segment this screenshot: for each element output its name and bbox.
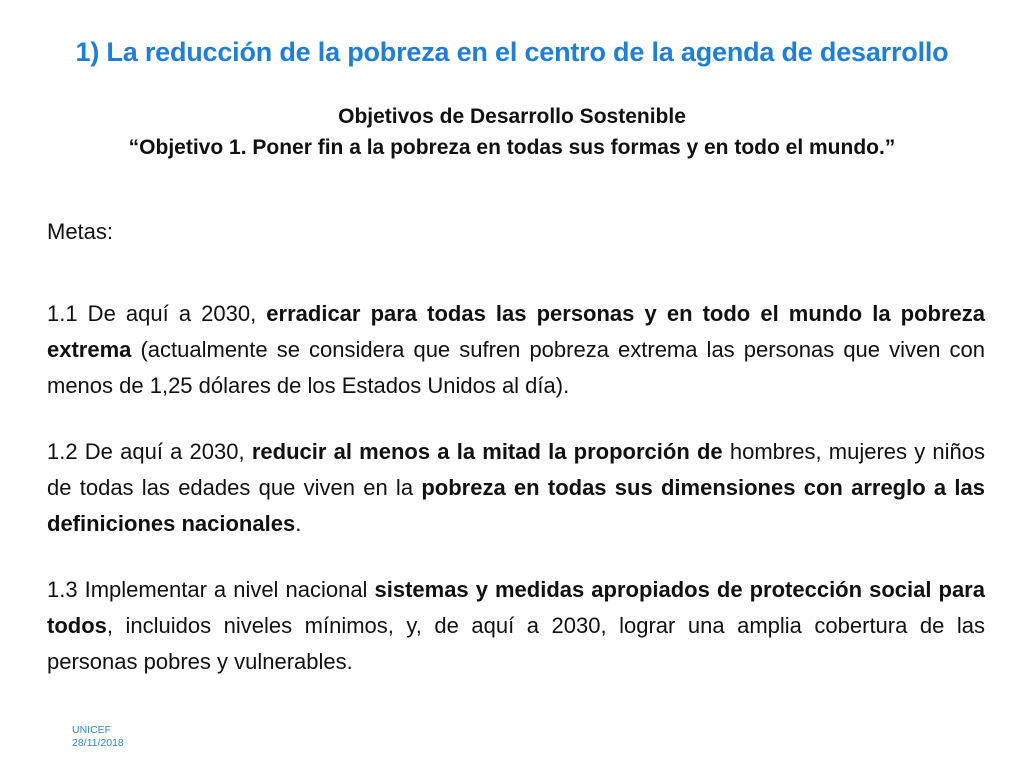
target-1-2-paragraph [47, 434, 985, 542]
target-1-2-emphasis: reducir al menos a la mitad la proporción de [251, 439, 723, 464]
footer [72, 724, 124, 750]
sdg-heading: Objetivos de Desarrollo Sostenible [338, 105, 686, 128]
target-1-3-text: 1.3 Implementar a nivel nacional [47, 577, 375, 602]
target-1-2-emphasis: pobreza en todas sus dimensiones con arreglo a las definiciones nacionales [47, 475, 985, 536]
footer-org: UNICEF [72, 724, 112, 736]
target-1-1-text: 1.1 De aquí a 2030, [47, 301, 267, 326]
target-1-2-text: hombres, mujeres y niños de todas las edades que viven en la [47, 439, 986, 500]
slide-title: 1) La reducción de la pobreza en el centro de la agenda de desarrollo [75, 37, 949, 67]
subtitle-block [20, 101, 1004, 163]
metas-label: Metas: [47, 219, 114, 244]
target-1-3-emphasis: sistemas y medidas apropiados de protección social para todos [47, 577, 985, 638]
goal-1-quote: “Objetivo 1. Poner fin a la pobreza en todas sus formas y en todo el mundo.” [128, 136, 896, 159]
target-1-3-paragraph [47, 572, 985, 680]
target-1-1-paragraph [47, 296, 985, 404]
target-1-1-emphasis: erradicar para todas las personas y en todo el mundo la pobreza extrema [47, 301, 985, 362]
footer-date: 28/11/2018 [72, 737, 124, 749]
target-1-2-text: . [295, 511, 302, 536]
target-1-2-text: 1.2 De aquí a 2030, [47, 439, 252, 464]
target-1-1-text: (actualmente se considera que sufren pobreza extrema las personas que viven con menos de 1,25 dólares de los Estados Unidos al día). [47, 337, 985, 398]
target-1-3-text: , incluidos niveles mínimos, y, de aquí a 2030, lograr una amplia cobertura de las personas pobres y vulnerables. [47, 613, 985, 674]
